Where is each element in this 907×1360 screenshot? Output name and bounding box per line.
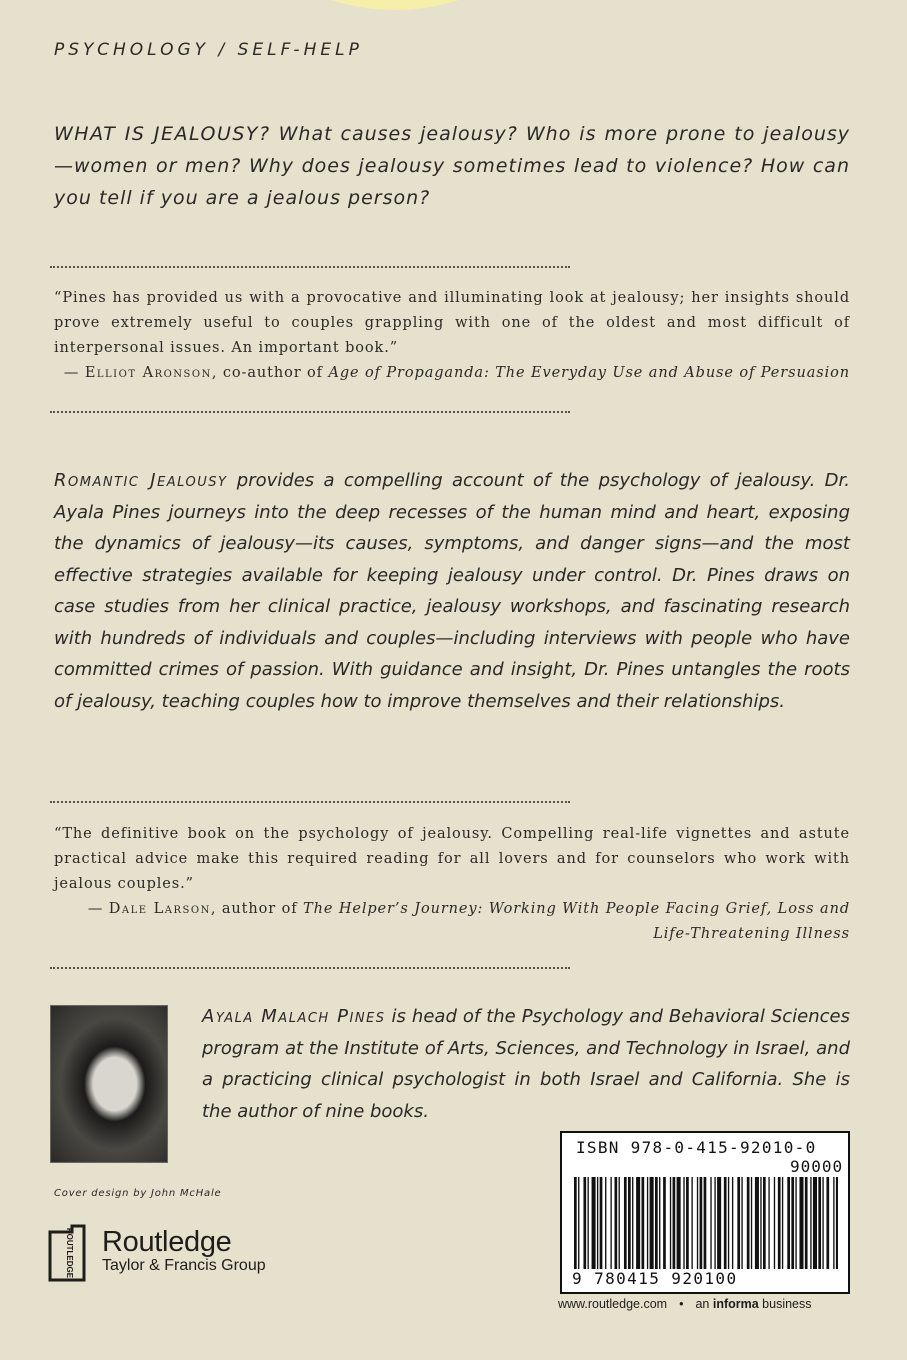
author-photo bbox=[50, 1005, 168, 1163]
barcode-bar bbox=[592, 1177, 596, 1269]
price-code: 90000 bbox=[790, 1157, 844, 1176]
routledge-logo-icon bbox=[42, 1222, 92, 1284]
barcode-bar bbox=[799, 1177, 803, 1269]
barcode-bar bbox=[810, 1177, 811, 1269]
barcode-bar bbox=[647, 1177, 648, 1269]
intro-paragraph bbox=[54, 118, 850, 214]
reviewer-name: Dale Larson bbox=[108, 901, 211, 917]
barcode-bar bbox=[650, 1177, 654, 1269]
intro-text: What causes jealousy? Who is more prone to jealousy—women or men? Why does jealousy sometimes lead to violence? How can you tell if you are a jealous person? bbox=[54, 123, 850, 209]
barcode-bar bbox=[673, 1177, 676, 1269]
barcode-bar bbox=[578, 1177, 579, 1269]
barcode-bar bbox=[836, 1177, 838, 1269]
author-bio bbox=[202, 1001, 850, 1127]
publisher-group: Taylor & Francis Group bbox=[102, 1257, 266, 1274]
publisher-logo bbox=[102, 1226, 266, 1275]
bullet-separator: • bbox=[679, 1297, 684, 1311]
barcode-bar bbox=[615, 1177, 618, 1269]
barcode-bar bbox=[724, 1177, 727, 1269]
barcode-bar bbox=[805, 1177, 808, 1269]
informa-brand: informa bbox=[712, 1297, 759, 1311]
publisher-name: Routledge bbox=[102, 1226, 232, 1258]
barcode-bar bbox=[755, 1177, 759, 1269]
barcode-bar bbox=[686, 1177, 689, 1269]
quote-text: “Pines has provided us with a provocative and illuminating look at jealousy; her insights should prove extremely useful to couples grappling with one of the oldest and most difficult of interpersonal issues. An important book.” bbox=[54, 290, 850, 356]
quote-text: “The definitive book on the psychology of jealousy. Compelling real-life vignettes and astute practical advice make this required reading for all lovers and for counselors who work with jealous couples.” bbox=[54, 826, 850, 892]
barcode-bar bbox=[677, 1177, 681, 1269]
barcode-bar bbox=[833, 1177, 834, 1269]
barcode-bar bbox=[741, 1177, 742, 1269]
barcode-bar bbox=[659, 1177, 660, 1269]
barcode-bar bbox=[791, 1177, 794, 1269]
barcode-bar bbox=[760, 1177, 761, 1269]
quote-attribution: — Dale Larson, author of The Helper’s Journey: Working With People Facing Grief, Loss and Life-Threatening Illness bbox=[87, 901, 850, 942]
quote-attribution: — Elliot Aronson, co-author of Age of Propaganda: The Everyday Use and Abuse of Persuasion bbox=[63, 365, 850, 381]
barcode-bar bbox=[818, 1177, 821, 1269]
barcode-bar bbox=[751, 1177, 752, 1269]
barcode-bar bbox=[732, 1177, 733, 1269]
dotted-divider bbox=[50, 266, 570, 268]
dotted-divider bbox=[50, 967, 570, 969]
barcode-bar bbox=[787, 1177, 790, 1269]
dotted-divider bbox=[50, 411, 570, 413]
dotted-divider bbox=[50, 801, 570, 803]
barcode-bar bbox=[704, 1177, 707, 1269]
footer: www.routledge.com • an informa business bbox=[558, 1297, 812, 1311]
barcode-bar bbox=[691, 1177, 692, 1269]
barcode-bar bbox=[747, 1177, 750, 1269]
book-description bbox=[54, 465, 850, 717]
barcode-bar bbox=[583, 1177, 586, 1269]
barcode-bar bbox=[624, 1177, 627, 1269]
barcode-bar bbox=[813, 1177, 817, 1269]
logo-vertical-text: ROUTLEDGE bbox=[64, 1227, 74, 1279]
barcode-bar bbox=[610, 1177, 611, 1269]
barcode-bar bbox=[710, 1177, 711, 1269]
barcode-bar bbox=[717, 1177, 721, 1269]
barcode bbox=[560, 1131, 850, 1294]
barcode-bar bbox=[642, 1177, 645, 1269]
barcode-bar bbox=[597, 1177, 598, 1269]
barcode-bar bbox=[588, 1177, 589, 1269]
barcode-bar bbox=[768, 1177, 769, 1269]
reviewer-name: Elliot Aronson bbox=[84, 365, 212, 381]
barcode-bar bbox=[619, 1177, 620, 1269]
barcode-bar bbox=[605, 1177, 606, 1269]
barcode-bar bbox=[774, 1177, 775, 1269]
barcode-bar bbox=[714, 1177, 715, 1269]
barcode-bar bbox=[763, 1177, 766, 1269]
barcode-bar bbox=[700, 1177, 703, 1269]
isbn-label: ISBN 978-0-415-92010-0 bbox=[576, 1138, 817, 1157]
barcode-digits: 9 780415 920100 bbox=[572, 1269, 738, 1288]
barcode-bar bbox=[737, 1177, 740, 1269]
barcode-bar bbox=[778, 1177, 781, 1269]
barcode-bar bbox=[632, 1177, 633, 1269]
cover-credit: Cover design by John McHale bbox=[54, 1188, 222, 1199]
intro-lead: WHAT IS JEALOUSY? bbox=[54, 123, 271, 145]
barcode-bar bbox=[795, 1177, 796, 1269]
description-text: provides a compelling account of the psychology of jealousy. Dr. Ayala Pines journeys into the deep recesses of the human mind and heart, exposing the dynamics of jealousy—its causes, symptoms, and danger signs—and the most effective strategies available for keeping jealousy under control. Dr. Pines draws on case studies from her clinical practice, jealousy workshops, and fascinating research with hundreds of individuals and couples—including interviews with people who have committed crimes of passion. With guidance and insight, Dr. Pines untangles the roots of jealousy, teaching couples how to improve themselves and their relationships. bbox=[54, 470, 850, 712]
barcode-bar bbox=[600, 1177, 603, 1269]
barcode-bar bbox=[782, 1177, 783, 1269]
barcode-bar bbox=[628, 1177, 631, 1269]
barcode-bar bbox=[574, 1177, 577, 1269]
barcode-bar bbox=[822, 1177, 823, 1269]
barcode-bar bbox=[683, 1177, 684, 1269]
category-label: PSYCHOLOGY / SELF-HELP bbox=[54, 40, 363, 60]
barcode-bars bbox=[574, 1177, 838, 1269]
barcode-bar bbox=[728, 1177, 729, 1269]
barcode-bar bbox=[663, 1177, 666, 1269]
review-quote-2 bbox=[54, 822, 850, 947]
barcode-bar bbox=[826, 1177, 829, 1269]
barcode-bar bbox=[655, 1177, 658, 1269]
author-name: Ayala Malach Pines bbox=[202, 1006, 386, 1027]
barcode-bar bbox=[636, 1177, 640, 1269]
reviewer-work: The Helper’s Journey: Working With People Facing Grief, Loss and Life-Threatening Illness bbox=[303, 901, 850, 942]
book-title: Romantic Jealousy bbox=[54, 470, 228, 491]
reviewer-work: Age of Propaganda: The Everyday Use and Abuse of Persuasion bbox=[328, 365, 850, 381]
publisher-url[interactable]: www.routledge.com bbox=[558, 1297, 668, 1311]
bio-text: is head of the Psychology and Behavioral Sciences program at the Institute of Arts, Sciences, and Technology in Israel, and a practicing clinical psychologist in both Israel and California. She is the author of nine books. bbox=[202, 1006, 850, 1122]
barcode-bar bbox=[670, 1177, 671, 1269]
barcode-bar bbox=[697, 1177, 698, 1269]
review-quote-1 bbox=[54, 286, 850, 386]
sun-graphic bbox=[230, 0, 560, 10]
